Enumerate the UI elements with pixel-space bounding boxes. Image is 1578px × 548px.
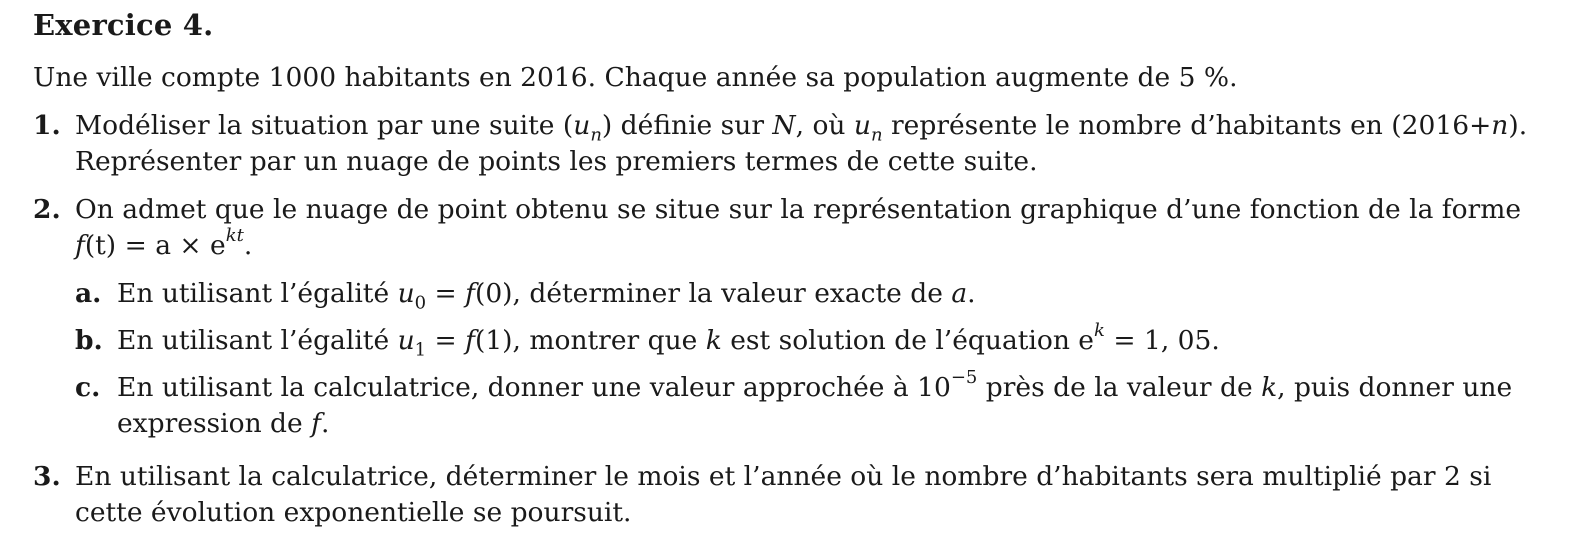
question-2b-text: En utilisant l’égalité $u_1 = f(1)$, montrer que k est solution de l’équation $e^k = 1$, 05.	[117, 320, 1220, 361]
question-3-line-1: En utilisant la calculatrice, déterminer le mois et l’année où le nombre d’habitants sera multiplié par 2 si	[75, 461, 1492, 492]
question-2-line-1: On admet que le nuage de point obtenu se situe sur la représentation graphique d’une fonction de la forme	[75, 194, 1522, 225]
question-1-line-1: Modéliser la situation par une suite $(u_n)$ définie sur N, où $u_n$ représente le nombre d’habitants en (2016+n).	[75, 110, 1528, 146]
question-2c-label: c.	[75, 372, 101, 403]
question-1-line-2: Représenter par un nuage de points les premiers termes de cette suite.	[75, 146, 1038, 177]
question-2-formula: $f(t) = a \times e^{kt}$.	[75, 225, 253, 261]
question-2b-label: b.	[75, 325, 103, 356]
question-2c-line-2: expression de f.	[117, 408, 330, 439]
intro-paragraph: Une ville compte 1000 habitants en 2016. Chaque année sa population augmente de 5 %.	[33, 62, 1238, 93]
question-1-number: 1.	[33, 110, 61, 141]
exercise-title: Exercice 4.	[33, 8, 214, 42]
question-2-text	[75, 192, 1521, 264]
question-3-line-2: cette évolution exponentielle se poursuit.	[75, 497, 632, 528]
question-2c-text	[117, 367, 1513, 442]
question-3-text	[75, 459, 1491, 531]
question-2a-text: En utilisant l’égalité $u_0 = f(0)$, déterminer la valeur exacte de a.	[117, 278, 976, 314]
question-1-text	[75, 108, 1527, 180]
question-2a-label: a.	[75, 278, 102, 309]
question-2c-line-1: En utilisant la calculatrice, donner une valeur approchée à $10^{-5}$ près de la valeur de k, puis donner une	[117, 367, 1513, 403]
question-2-number: 2.	[33, 194, 61, 225]
question-3-number: 3.	[33, 461, 61, 492]
